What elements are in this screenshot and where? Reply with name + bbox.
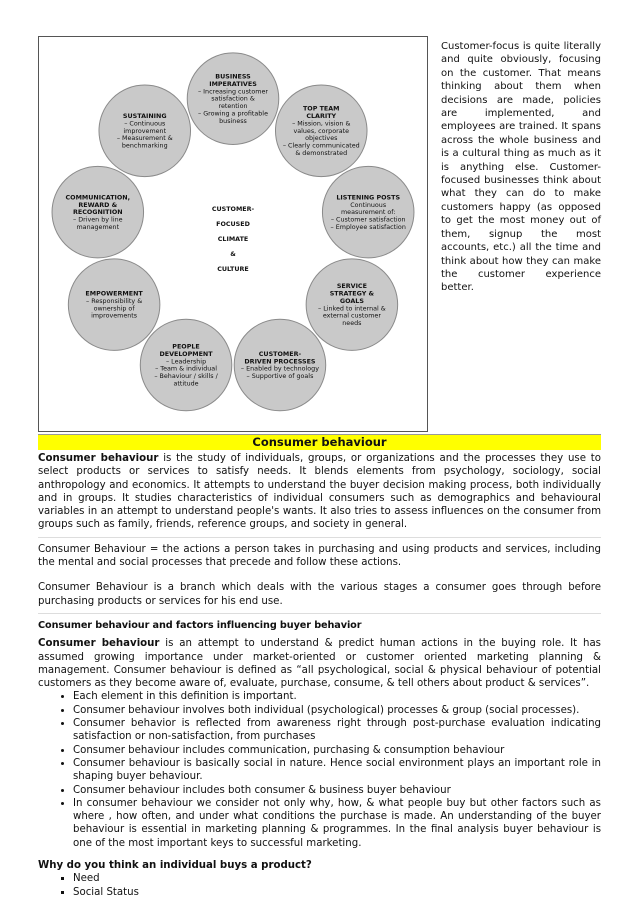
node-title: COMMUNICATION, xyxy=(65,194,131,202)
node-title: DRIVEN PROCESSES xyxy=(244,358,316,366)
node-people-development xyxy=(140,319,232,411)
node-item: – Linked to internal & xyxy=(318,305,386,313)
paragraph-prediction xyxy=(38,637,601,690)
node-item: – Supportive of goals xyxy=(246,373,314,381)
list-item: • Consumer behaviour involves both individual (psychological) processes & group (social processes). xyxy=(73,704,601,717)
node-item: – Responsibility & xyxy=(86,297,143,305)
list-item: ▪ Need xyxy=(73,872,601,885)
node-title: DEVELOPMENT xyxy=(159,350,213,358)
node-item: – Leadership xyxy=(165,358,207,366)
center-text: & xyxy=(230,250,236,258)
section-title: Consumer behaviour xyxy=(38,434,601,450)
node-item: objectives xyxy=(305,135,338,143)
node-item: satisfaction & xyxy=(211,95,255,103)
node-listening-posts xyxy=(322,166,414,258)
node-title: RECOGNITION xyxy=(72,209,123,217)
list-item: • Each element in this definition is important. xyxy=(73,690,601,703)
center-text: FOCUSED xyxy=(216,221,250,229)
diagram-svg xyxy=(39,37,427,431)
node-title: SERVICE xyxy=(336,283,367,291)
node-item: improvements xyxy=(91,312,138,320)
node-item: ownership of xyxy=(93,305,135,313)
node-item: – Increasing customer xyxy=(197,88,269,96)
node-item: benchmarking xyxy=(121,142,168,150)
node-title: REWARD & xyxy=(78,201,118,209)
node-title: IMPERATIVES xyxy=(209,80,257,88)
list-item: • Consumer behavior is reflected from awareness right through post-purchase evaluation indicating satisfaction or non-satisfaction, from purchases xyxy=(73,717,601,744)
node-service-strategy xyxy=(306,259,398,351)
node-communication-reward xyxy=(52,166,144,258)
customer-focus-description: Customer-focus is quite literally and quite obviously, focusing on the customer. That means thinking about them when decisions are made, policies are implemented, and employees are trained. It spans across the whole business and is a cultural thing as much as it is anything else. Customer-focused businesses think about what they can do to make customers happy (as opposed to get the most money out of them, signup the most accounts, etc.) all the time and think about how they can make the customer experience better. xyxy=(441,41,601,294)
node-item: – Team & individual xyxy=(155,365,217,373)
node-item: external customer xyxy=(322,312,381,320)
node-item: – Behaviour / skills / xyxy=(154,373,218,381)
node-item: – Enabled by technology xyxy=(240,365,319,373)
node-title: STRATEGY & xyxy=(329,290,375,298)
center-label xyxy=(212,206,255,273)
node-item: – Employee satisfaction xyxy=(330,223,406,231)
term-lead: Consumer behaviour xyxy=(38,638,160,650)
center-text: CULTURE xyxy=(217,265,249,273)
node-title: BUSINESS xyxy=(215,73,251,81)
node-empowerment xyxy=(68,259,160,351)
main-content xyxy=(38,434,601,899)
node-title: CLARITY xyxy=(306,113,337,121)
center-text: CUSTOMER- xyxy=(211,206,255,214)
center-text: CLIMATE xyxy=(217,235,249,243)
subheading-factors: Consumer behaviour and factors influencing buyer behavior xyxy=(38,619,362,631)
node-item: needs xyxy=(342,320,362,328)
node-item: – Mission, vision & xyxy=(292,120,351,128)
diagram-ring xyxy=(52,53,414,411)
divider xyxy=(38,613,601,614)
node-item: retention xyxy=(218,103,248,111)
list-item: ▪ Social Status xyxy=(73,886,601,899)
paragraph-branch: Consumer Behaviour is a branch which deals with the various stages a consumer goes through before purchasing products or services for his end use. xyxy=(38,582,601,607)
node-item: – Measurement & xyxy=(116,135,173,143)
node-title: CUSTOMER- xyxy=(258,350,302,358)
node-item: management xyxy=(76,223,120,231)
divider xyxy=(38,537,601,538)
paragraph-text: is an attempt to understand & predict human actions in the buying role. It has assumed growing importance under market-oriented or customer oriented marketing planning & management. Consumer behaviour is defined as “all psychological, social & physical behaviour of potential customers as they become aware of, evaluate, purchase, consume, & tell others about product & services”. xyxy=(38,638,601,690)
bullet-list xyxy=(38,690,601,850)
node-business-imperatives xyxy=(187,53,279,145)
node-item: – Driven by line xyxy=(73,216,123,224)
node-title: LISTENING POSTS xyxy=(336,194,401,202)
node-title: TOP TEAM xyxy=(302,105,340,113)
node-item: attitude xyxy=(173,380,199,388)
list-item: • Consumer behaviour includes both consumer & business buyer behaviour xyxy=(73,784,601,797)
node-item: improvement xyxy=(123,127,167,135)
node-title: PEOPLE xyxy=(172,343,200,351)
node-item: values, corporate xyxy=(293,127,350,135)
node-item: Continuous xyxy=(350,201,387,209)
node-item: business xyxy=(219,117,247,125)
node-item: – Continuous xyxy=(124,120,166,128)
term-lead: Consumer behaviour xyxy=(38,453,159,464)
question-heading: Why do you think an individual buys a product? xyxy=(38,860,312,872)
node-customer-driven-processes xyxy=(234,319,326,411)
node-title: SUSTAINING xyxy=(122,113,167,121)
customer-focus-diagram xyxy=(38,36,428,432)
node-item: measurement of: xyxy=(340,209,396,217)
list-item: • Consumer behaviour includes communication, purchasing & consumption behaviour xyxy=(73,744,601,757)
node-sustaining xyxy=(99,85,191,177)
node-item: – Growing a profitable xyxy=(198,110,268,118)
node-title: GOALS xyxy=(339,297,364,305)
list-item: • Consumer behaviour is basically social in nature. Hence social environment plays an important role in shaping buyer behaviour. xyxy=(73,757,601,784)
node-item: – Customer satisfaction xyxy=(330,216,406,224)
paragraph-definition xyxy=(38,452,601,532)
paragraph-equation: Consumer Behaviour = the actions a person takes in purchasing and using products and services, including the mental and social processes that precede and follow these actions. xyxy=(38,543,601,569)
node-title: EMPOWERMENT xyxy=(85,290,143,298)
node-item: & demonstrated xyxy=(295,149,348,157)
node-item: – Clearly communicated xyxy=(282,142,360,150)
node-top-team-clarity xyxy=(275,85,367,177)
paragraph-text: is the study of individuals, groups, or organizations and the processes they use to select products or services to satisfy needs. It blends elements from psychology, sociology, social anthropology and economics. It attempts to understand the buyer decision making process, both individually and in groups. It studies characteristics of individual consumers such as demographics and behavioural variables in an attempt to understand people's wants. It also tries to assess influences on the consumer from groups such as family, friends, reference groups, and society in general. xyxy=(38,453,601,531)
reason-list xyxy=(38,872,601,899)
list-item: • In consumer behaviour we consider not only why, how, & what people buy but other factors such as where , how often, and under what conditions the purchase is made. An understanding of the buyer behaviour is essential in marketing planning & programmes. In the final analysis buyer behaviour is one of the most important keys to successful marketing. xyxy=(73,797,601,850)
